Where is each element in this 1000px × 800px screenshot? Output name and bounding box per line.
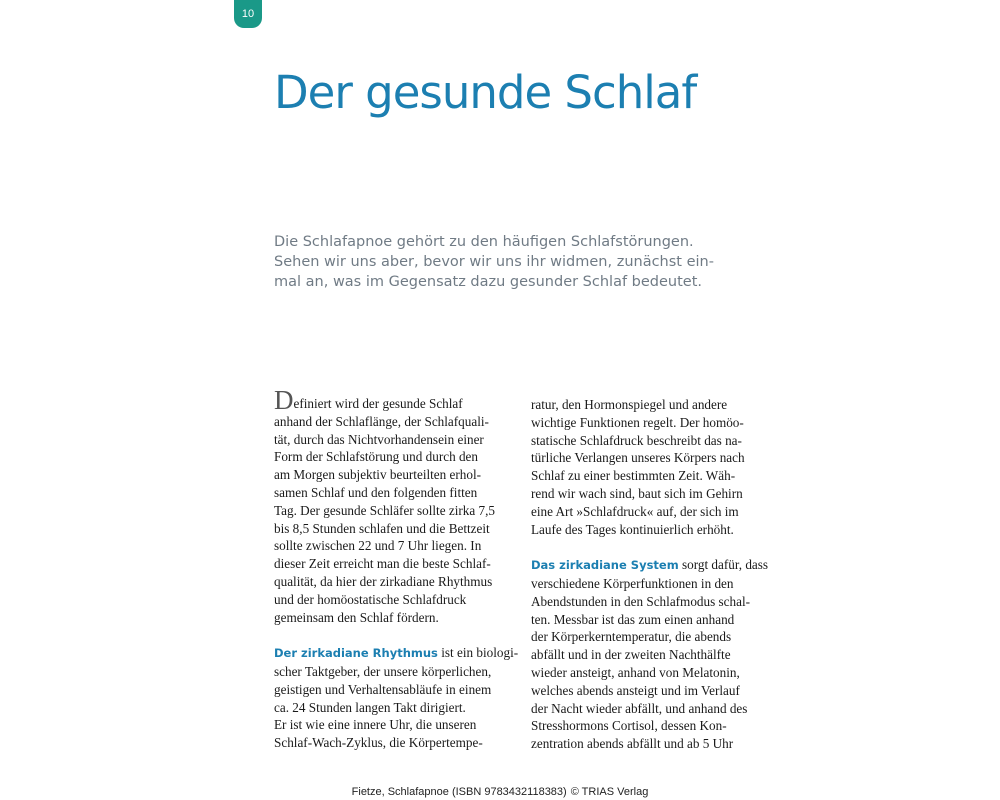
text-line: scher Taktgeber, der unsere körperlichen, <box>274 663 492 679</box>
footer-citation: Fietze, Schlafapnoe (ISBN 9783432118383) <box>351 786 567 798</box>
text-line: am Morgen subjektiv beurteilten erhol- <box>274 467 482 483</box>
text-line <box>274 644 519 663</box>
keyword-highlight: Der zirkadiane Rhythmus <box>274 646 438 661</box>
text-run: efiniert wird der gesunde Schlaf <box>293 396 463 411</box>
text-line: verschiedene Körperfunktionen in den <box>531 575 734 591</box>
text-line: welches abends ansteigt und im Verlauf <box>531 682 740 698</box>
text-line: und der homöostatische Schlafdruck <box>274 591 467 607</box>
intro-line: mal an, was im Gegensatz dazu gesunder Schlaf bedeutet. <box>274 274 703 290</box>
text-line: zentration abends abfällt und ab 5 Uhr <box>531 736 734 752</box>
intro-line: Die Schlafapnoe gehört zu den häufigen Schlafstörungen. <box>274 234 694 250</box>
keyword-highlight: Das zirkadiane System <box>531 558 679 573</box>
text-line: bis 8,5 Stunden schlafen und die Bettzeit <box>274 520 490 536</box>
text-line: türliche Verlangen unseres Körpers nach <box>531 450 745 466</box>
text-line: wichtige Funktionen regelt. Der homöo- <box>531 414 744 430</box>
intro-line: Sehen wir uns aber, bevor wir uns ihr widmen, zunächst ein- <box>274 254 714 270</box>
page-footer <box>0 786 1000 798</box>
text-line: Schlaf-Wach-Zyklus, die Körpertempe- <box>274 735 483 751</box>
text-run: sorgt dafür, dass <box>678 557 769 573</box>
text-line: geistigen und Verhaltensabläufe in einem <box>274 681 492 697</box>
drop-cap: D <box>274 385 294 415</box>
text-line: Form der Schlafstörung und durch den <box>274 449 479 465</box>
text-line: ca. 24 Stunden langen Takt dirigiert. <box>274 699 466 715</box>
intro-paragraph <box>274 232 734 292</box>
text-line: Er ist wie eine innere Uhr, die unseren <box>274 717 477 733</box>
paragraph-circadian-system <box>531 556 771 753</box>
text-line: samen Schlaf und den folgenden fitten <box>274 484 478 500</box>
left-text-column <box>274 385 519 752</box>
text-line: statische Schlafdruck beschreibt das na- <box>531 432 742 448</box>
text-line: Abendstunden in den Schlafmodus schal- <box>531 593 751 609</box>
text-line: Laufe des Tages kontinuierlich erhöht. <box>531 521 734 537</box>
text-line <box>274 385 514 415</box>
text-line: der Körperkerntemperatur, die abends <box>531 629 732 645</box>
text-line <box>531 556 771 575</box>
text-line: rend wir wach sind, baut sich im Gehirn <box>531 485 743 501</box>
text-line: dieser Zeit erreicht man die beste Schlaf- <box>274 556 491 572</box>
text-line: ratur, den Hormonspiegel und andere <box>531 397 728 412</box>
page-number-badge: 10 <box>234 0 262 28</box>
paragraph-gap <box>531 538 771 556</box>
paragraph-sleep-pressure <box>531 396 771 538</box>
text-line: ten. Messbar ist das zum einen anhand <box>531 611 735 627</box>
text-line: Stresshormons Cortisol, dessen Kon- <box>531 718 727 734</box>
paragraph-definition <box>274 385 514 626</box>
text-line: Schlaf zu einer bestimmten Zeit. Wäh- <box>531 468 736 484</box>
chapter-title: Der gesunde Schlaf <box>274 66 697 119</box>
text-line: sollte zwischen 22 und 7 Uhr liegen. In <box>274 538 482 554</box>
paragraph-gap <box>274 626 514 644</box>
text-line: wieder ansteigt, anhand von Melatonin, <box>531 664 740 680</box>
footer-publisher: © TRIAS Verlag <box>570 786 649 798</box>
text-line: gemeinsam den Schlaf fördern. <box>274 609 439 625</box>
text-line: qualität, da hier der zirkadiane Rhythmus <box>274 573 493 589</box>
text-line: der Nacht wieder abfällt, und anhand des <box>531 700 748 716</box>
paragraph-circadian-rhythm <box>274 644 519 752</box>
text-line: Tag. Der gesunde Schläfer sollte zirka 7,5 <box>274 502 495 518</box>
right-text-column <box>531 396 771 753</box>
text-line: eine Art »Schlafdruck« auf, der sich im <box>531 503 739 519</box>
text-line: tät, durch das Nichtvorhandensein einer <box>274 431 484 447</box>
text-line: anhand der Schlaflänge, der Schlafquali- <box>274 413 489 429</box>
text-line: abfällt und in der zweiten Nachthälfte <box>531 647 731 663</box>
text-run: ist ein biologi- <box>437 645 519 661</box>
